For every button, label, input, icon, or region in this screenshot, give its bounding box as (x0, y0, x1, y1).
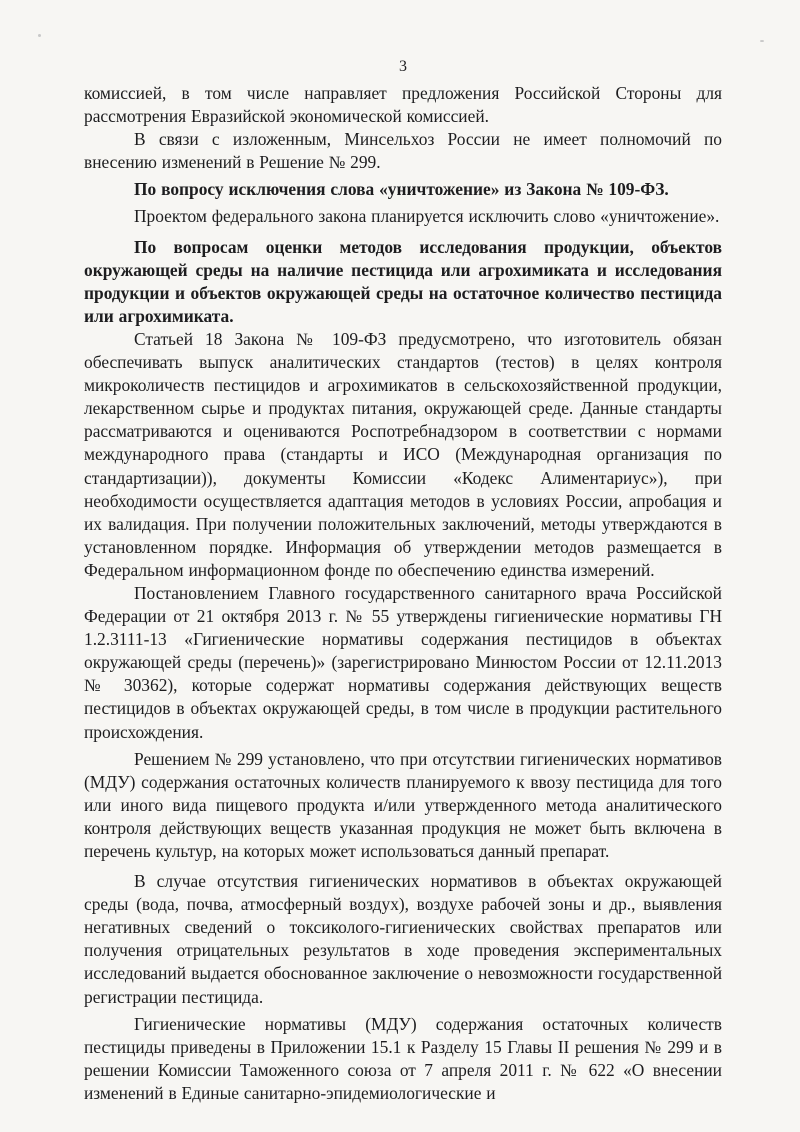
paragraph-continuation: комиссией, в том числе направляет предложения Российской Стороны для рассмотрения Евразийской экономической комиссией. (84, 83, 722, 127)
heading-methods-assessment: По вопросам оценки методов исследования продукции, объектов окружающей среды на наличие пестицида или агрохимиката и исследования продукции и объектов окружающей среды на остаточное количество пестицида или агрохимиката. (84, 236, 722, 326)
paragraph-no-authority: В связи с изложенным, Минсельхоз России не имеет полномочий по внесению изменений в Решение № 299. (84, 129, 722, 173)
page-number: 3 (399, 58, 407, 75)
scan-speck (38, 34, 41, 37)
heading-destruction-word: По вопросу исключения слова «уничтожение» из Закона № 109-ФЗ. (134, 179, 669, 200)
paragraph-absence-of-norms: В случае отсутствия гигиенических нормативов в объектах окружающей среды (вода, почва, атмосферный воздух), воздухе рабочей зоны и др., выявления негативных сведений о токсиколого-гигиенических свойствах препаратов или получения отрицательных результатов в ходе проведения экспериментальных исследований выдается обоснованное заключение о невозможности государственной регистрации пестицида. (84, 871, 722, 1007)
paragraph-hygienic-norms: Гигиенические нормативы (МДУ) содержания остаточных количеств пестициды приведены в Приложении 15.1 к Разделу 15 Главы II решения № 299 и в решении Комиссии Таможенного союза от 7 апреля 2011 г. № 622 «О внесении изменений в Единые санитарно-эпидемиологические и (84, 1013, 722, 1103)
paragraph-resolution-55: Постановлением Главного государственного санитарного врача Российской Федерации от 21 октября 2013 г. № 55 утверждены гигиенические нормативы ГН 1.2.3111-13 «Гигиенические нормативы содержания пестицидов в объектах окружающей среды (перечень)» (зарегистрировано Минюстом России от 12.11.2013 № 30362), которые содержат нормативы содержания действующих веществ пестицидов в объектах окружающей среды, в том числе в продукции растительного происхождения. (84, 582, 722, 742)
paragraph-draft-law: Проектом федерального закона планируется исключить слово «уничтожение». (134, 206, 720, 227)
scan-speck (760, 40, 764, 42)
paragraph-decision-299: Решением № 299 установлено, что при отсутствии гигиенических нормативов (МДУ) содержания остаточных количеств планируемого к ввозу пестицида для того или иного вида пищевого продукта и/или утвержденного метода аналитического контроля действующих веществ указанная продукция не может быть включена в перечень культур, на которых может использоваться данный препарат. (84, 748, 722, 861)
paragraph-article-18: Статьей 18 Закона № 109-ФЗ предусмотрено, что изготовитель обязан обеспечивать выпуск аналитических стандартов (тестов) в целях контроля микроколичеств пестицидов и агрохимикатов в сельскохозяйственной продукции, лекарственном сырье и продуктах питания, окружающей среде. Данные стандарты рассматриваются и оцениваются Роспотребнадзором в соответствии с нормами международного права (стандарты и ИСО (Международная организация по стандартизации)), документы Комиссии «Кодекс Алиментариус»), при необходимости осуществляется адаптация методов в условиях России, апробация и их валидация. При получении положительных заключений, методы утверждаются в установленном порядке. Информация об утверждении методов размещается в Федеральном информационном фонде по обеспечению единства измерений. (84, 328, 722, 580)
